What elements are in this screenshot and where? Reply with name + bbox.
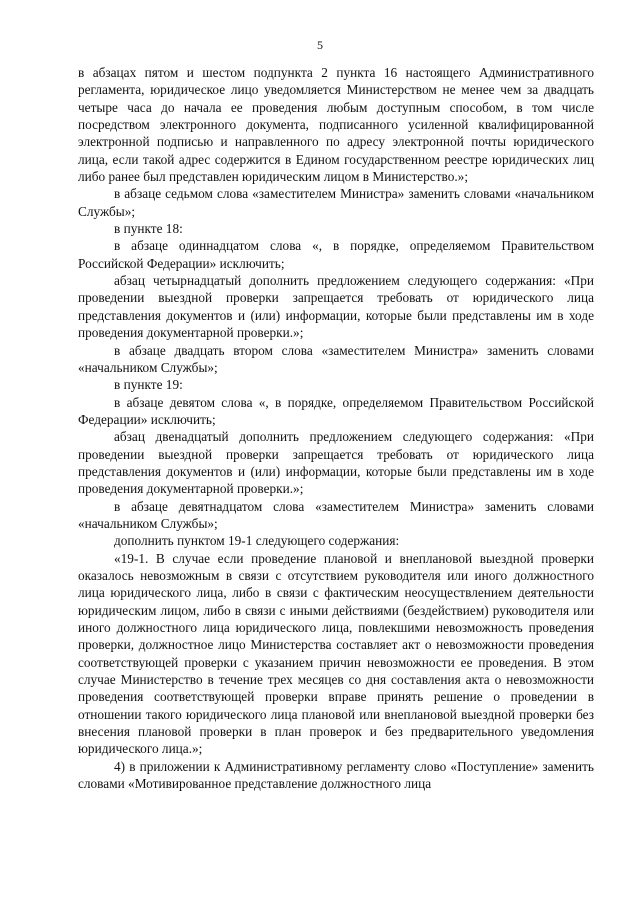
- paragraph: «19-1. В случае если проведение плановой и внеплановой выездной проверки оказалось невозможным в связи с отсутствием руководителя или иного должностного лица юридического лица, либо в связи с фактическим неосуществлением деятельности юридическим лицом, либо в связи с иными действиями (бездействием) руководителя или иного должностного лица юридического лица, повлекшими невозможность проведения проверки, должностное лицо Министерства составляет акт о невозможности проведения соответствующей проверки с указанием причин невозможности ее проведения. В этом случае Министерство в течение трех месяцев со дня составления акта о невозможности проведения соответствующей проверки вправе принять решение о проведении в отношении такого юридического лица плановой или внеплановой выездной проверки без внесения плановой проверки в план проверок и без предварительного уведомления юридического лица.»;: [78, 550, 594, 757]
- paragraph: в абзаце двадцать втором слова «заместителем Министра» заменить словами «начальником Службы»;: [78, 342, 594, 375]
- page-number: 5: [317, 38, 323, 52]
- paragraph: в абзацах пятом и шестом подпункта 2 пункта 16 настоящего Административного регламента, юридическое лицо уведомляется Министерством не менее чем за двадцать четыре часа до начала ее проведения любым доступным способом, в том числе посредством электронного документа, подписанного усиленной квалифицированной электронной подписью и направленного по адресу электронной почты юридического лица, если такой адрес содержится в Едином государственном реестре юридических лиц либо ранее был представлен юридическим лицом в Министерство.»;: [78, 65, 594, 185]
- paragraph: дополнить пунктом 19-1 следующего содержания:: [114, 533, 400, 549]
- document-body: [78, 64, 594, 792]
- paragraph: 4) в приложении к Административному регламенту слово «Поступление» заменить словами «Мотивированное представление должностного лица: [78, 758, 594, 792]
- paragraph: в пункте 19:: [114, 377, 183, 393]
- paragraph: абзац четырнадцатый дополнить предложением следующего содержания: «При проведении выездной проверки запрещается требовать от юридического лица представления документов и (или) информации, которые были представлены им в ходе проведения документарной проверки.»;: [78, 273, 594, 341]
- paragraph: абзац двенадцатый дополнить предложением следующего содержания: «При проведении выездной проверки запрещается требовать от юридического лица представления документов и (или) информации, которые были представлены им в ходе проведения документарной проверки.»;: [78, 429, 594, 497]
- paragraph: в пункте 18:: [114, 221, 183, 237]
- paragraph: в абзаце одиннадцатом слова «, в порядке, определяемом Правительством Российской Федерации» исключить;: [78, 238, 594, 271]
- paragraph: в абзаце девятом слова «, в порядке, определяемом Правительством Российской Федерации» исключить;: [78, 394, 594, 427]
- paragraph: в абзаце девятнадцатом слова «заместителем Министра» заменить словами «начальником Службы»;: [78, 498, 594, 531]
- paragraph: в абзаце седьмом слова «заместителем Министра» заменить словами «начальником Службы»;: [78, 186, 594, 219]
